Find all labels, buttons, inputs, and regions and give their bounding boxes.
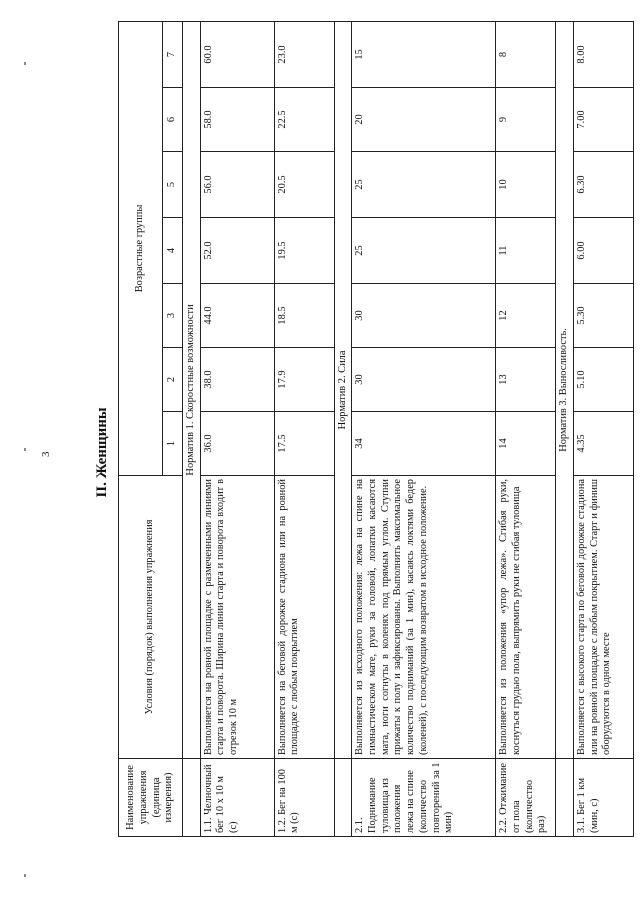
- group-header: 1: [163, 412, 183, 476]
- exercise-name: 2.1. Поднимание туловища из положения лежа на спине (количество повторений за 1 мин): [352, 759, 496, 837]
- value-cell: 44.0: [200, 284, 274, 348]
- value-cell: 52.0: [200, 218, 274, 284]
- value-cell: 17.9: [274, 348, 334, 412]
- exercise-condition: Выполняется с высокого старта по беговой дорожке стадиона или на ровной площадке с любым покрытием. Старт и финиш оборудуются в одном месте: [574, 476, 634, 759]
- value-cell: 15: [352, 21, 496, 87]
- section-row: [183, 21, 201, 836]
- value-cell: 5.30: [574, 284, 634, 348]
- exercise-name: 2.2. Отжимание от пола (количество раз): [496, 759, 556, 837]
- exercise-name: 3.1. Бег 1 км (мин, с): [574, 759, 634, 837]
- value-cell: 10: [496, 152, 556, 218]
- group-header: 2: [163, 348, 183, 412]
- group-header: 4: [163, 218, 183, 284]
- exercise-condition: Выполняется из положения «упор лежа». Сгибая руки, коснуться грудью пола, выпрямить руки не сгибая туловища: [496, 476, 556, 759]
- table-row: [574, 21, 634, 836]
- value-cell: 25: [352, 218, 496, 284]
- section-title-cell: Норматив 3. Выносливость.: [556, 21, 574, 758]
- section-title: II. Женщины: [94, 407, 110, 498]
- value-cell: 58.0: [200, 88, 274, 152]
- value-cell: 30: [352, 348, 496, 412]
- scan-mark: [24, 448, 26, 451]
- value-cell: 6.00: [574, 218, 634, 284]
- section-row: [334, 21, 352, 836]
- header-conditions: Условия (порядок) выполнения упражнения: [119, 476, 183, 759]
- value-cell: 12: [496, 284, 556, 348]
- table-row: [496, 21, 556, 836]
- value-cell: 19.5: [274, 218, 334, 284]
- group-header: 6: [163, 88, 183, 152]
- value-cell: 7.00: [574, 88, 634, 152]
- exercise-name: 1.1. Челночный бег 10 х 10 м (с): [200, 759, 274, 837]
- value-cell: 56.0: [200, 152, 274, 218]
- scan-mark: [24, 874, 26, 877]
- value-cell: 17.5: [274, 412, 334, 476]
- value-cell: 18.5: [274, 284, 334, 348]
- section-row: [556, 21, 574, 836]
- table-row: [274, 21, 334, 836]
- value-cell: 13: [496, 348, 556, 412]
- value-cell: 38.0: [200, 348, 274, 412]
- value-cell: 36.0: [200, 412, 274, 476]
- header-age-groups: Возрастные группы: [119, 21, 163, 475]
- exercise-condition: Выполняется на беговой дорожке стадиона или на ровной площадке с любым покрытием: [274, 476, 334, 759]
- value-cell: 8: [496, 21, 556, 87]
- group-header: 3: [163, 284, 183, 348]
- table-row: [200, 21, 274, 836]
- table-row: [352, 21, 496, 836]
- exercise-condition: Выполняется из исходного положения: лежа на спине на гимнастическом мате, руки за головой, лопатки касаются мата, ноги согнуты в коленях под прямым углом. Ступни прижаты к полу и зафиксированы. Выполнить максимальное количество подниманий (за 1 мин), касаясь локтями бедер (коленей), с последующим возвратом в исходное положение.: [352, 476, 496, 759]
- group-header: 7: [163, 21, 183, 87]
- section-title-cell: Норматив 2. Сила: [334, 21, 352, 758]
- value-cell: 20.5: [274, 152, 334, 218]
- value-cell: 4.35: [574, 412, 634, 476]
- value-cell: 14: [496, 412, 556, 476]
- exercise-name: 1.2. Бег на 100 м (с): [274, 759, 334, 837]
- value-cell: 11: [496, 218, 556, 284]
- group-header: 5: [163, 152, 183, 218]
- scan-mark: [24, 62, 26, 65]
- value-cell: 20: [352, 88, 496, 152]
- page-number: 3: [40, 451, 52, 457]
- value-cell: 22.5: [274, 88, 334, 152]
- value-cell: 34: [352, 412, 496, 476]
- value-cell: 30: [352, 284, 496, 348]
- value-cell: 8.00: [574, 21, 634, 87]
- value-cell: 60.0: [200, 21, 274, 87]
- exercise-condition: Выполняется на ровной площадке с размеченными линиями старта и поворота. Ширина линии старта и поворота входит в отрезок 10 м: [200, 476, 274, 759]
- header-exercise: Наименование упражнения (единица измерения): [119, 759, 183, 837]
- value-cell: 9: [496, 88, 556, 152]
- value-cell: 25: [352, 152, 496, 218]
- section-title-cell: Норматив 1. Скоростные возможности: [183, 21, 201, 758]
- norms-table: [118, 21, 634, 837]
- value-cell: 5.10: [574, 348, 634, 412]
- value-cell: 23.0: [274, 21, 334, 87]
- value-cell: 6.30: [574, 152, 634, 218]
